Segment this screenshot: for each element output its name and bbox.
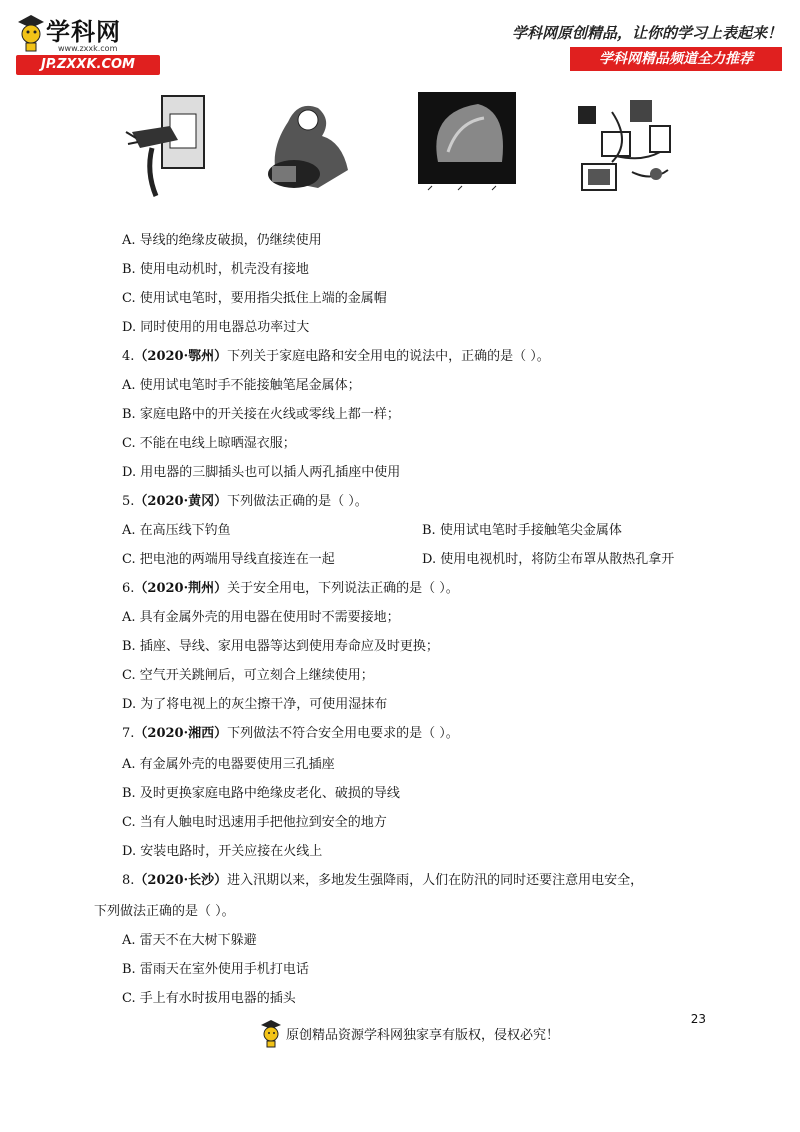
q3-option-a: A. 导线的绝缘皮破损，仍继续使用: [122, 233, 322, 248]
q6-option-b: B. 插座、导线、家用电器等达到使用寿命应及时更换；: [122, 639, 439, 654]
q5-option-a: A. 在高压线下钓鱼: [122, 523, 231, 538]
question-5: [122, 493, 368, 511]
q7-option-d: D. 安装电路时，开关应接在火线上: [122, 844, 323, 859]
question-source: （2020·荆州）: [134, 581, 228, 596]
q7-option-a: A. 有金属外壳的电器要使用三孔插座: [122, 757, 335, 772]
question-source: （2020·湘西）: [134, 726, 228, 741]
question-number: 6.: [122, 581, 135, 596]
q8-option-c: C. 手上有水时拔用电器的插头: [122, 991, 296, 1006]
question-number: 7.: [122, 726, 135, 741]
q3-option-d: D. 同时使用的用电器总功率过大: [122, 320, 310, 335]
question-number: 4.: [122, 349, 135, 364]
question-8-continued: 下列做法正确的是（ ）。: [94, 904, 235, 919]
q8-option-b: B. 雷雨天在室外使用手机打电话: [122, 962, 309, 977]
motor-worker-icon: [258, 92, 358, 200]
logo-banner: JP.ZXXK.COM: [16, 55, 160, 75]
q5-option-d: D. 使用电视机时，将防尘布罩从散热孔拿开: [422, 552, 675, 567]
question-source: （2020·黄冈）: [134, 494, 228, 509]
question-7: [122, 725, 459, 743]
zxxk-logo: [12, 10, 162, 74]
q4-option-d: D. 用电器的三脚插头也可以插人两孔插座中使用: [122, 465, 401, 480]
appliances-icon: [572, 92, 680, 200]
question-number: 8.: [122, 873, 135, 888]
question-4: [122, 348, 550, 366]
mascot-icon: [258, 1018, 284, 1048]
mascot-icon: [14, 12, 48, 52]
question-text: 进入汛期以来，多地发生强降雨，人们在防汛的同时还要注意用电安全，: [227, 873, 644, 888]
test-pen-icon: [418, 92, 516, 200]
question-text: 下列做法不符合安全用电要求的是（ ）。: [227, 726, 459, 741]
q4-option-b: B. 家庭电路中的开关接在火线或零线上都一样；: [122, 407, 400, 422]
q8-option-a: A. 雷天不在大树下躲避: [122, 933, 257, 948]
header-banner: 学科网精品频道全力推荐: [570, 47, 782, 71]
question-8: [122, 872, 643, 890]
question-6: [122, 580, 459, 598]
q6-option-d: D. 为了将电视上的灰尘擦干净，可使用湿抹布: [122, 697, 388, 712]
footer-copyright: 原创精品资源学科网独家享有版权，侵权必究！: [286, 1028, 560, 1043]
q5-option-c: C. 把电池的两端用导线直接连在一起: [122, 552, 335, 567]
q7-option-c: C. 当有人触电时迅速用手把他拉到安全的地方: [122, 815, 387, 830]
question-text: 关于安全用电，下列说法正确的是（ ）。: [227, 581, 459, 596]
q6-option-c: C. 空气开关跳闸后，可立刻合上继续使用；: [122, 668, 374, 683]
q4-option-a: A. 使用试电笔时手不能接触笔尾金属体；: [122, 378, 361, 393]
q7-option-b: B. 及时更换家庭电路中绝缘皮老化、破损的导线: [122, 786, 400, 801]
q6-option-a: A. 具有金属外壳的用电器在使用时不需要接地；: [122, 610, 400, 625]
page-number: 23: [690, 1012, 706, 1026]
question-text: 下列做法正确的是（ ）。: [227, 494, 368, 509]
q4-option-c: C. 不能在电线上晾晒湿衣服；: [122, 436, 296, 451]
question-source: （2020·鄂州）: [134, 349, 228, 364]
question-text: 下列关于家庭电路和安全用电的说法中，正确的是（ ）。: [227, 349, 550, 364]
header-slogan: 学科网原创精品，让你的学习上表起来！: [511, 24, 782, 42]
logo-title: 学科网: [46, 18, 121, 46]
question-source: （2020·长沙）: [134, 873, 228, 888]
electric-plug-icon: [122, 92, 212, 200]
q3-option-b: B. 使用电动机时，机壳没有接地: [122, 262, 309, 277]
logo-url: www.zxxk.com: [58, 44, 118, 53]
question-number: 5.: [122, 494, 135, 509]
q3-option-c: C. 使用试电笔时，要用指尖抵住上端的金属帽: [122, 291, 387, 306]
q5-option-b: B. 使用试电笔时手接触笔尖金属体: [422, 523, 622, 538]
